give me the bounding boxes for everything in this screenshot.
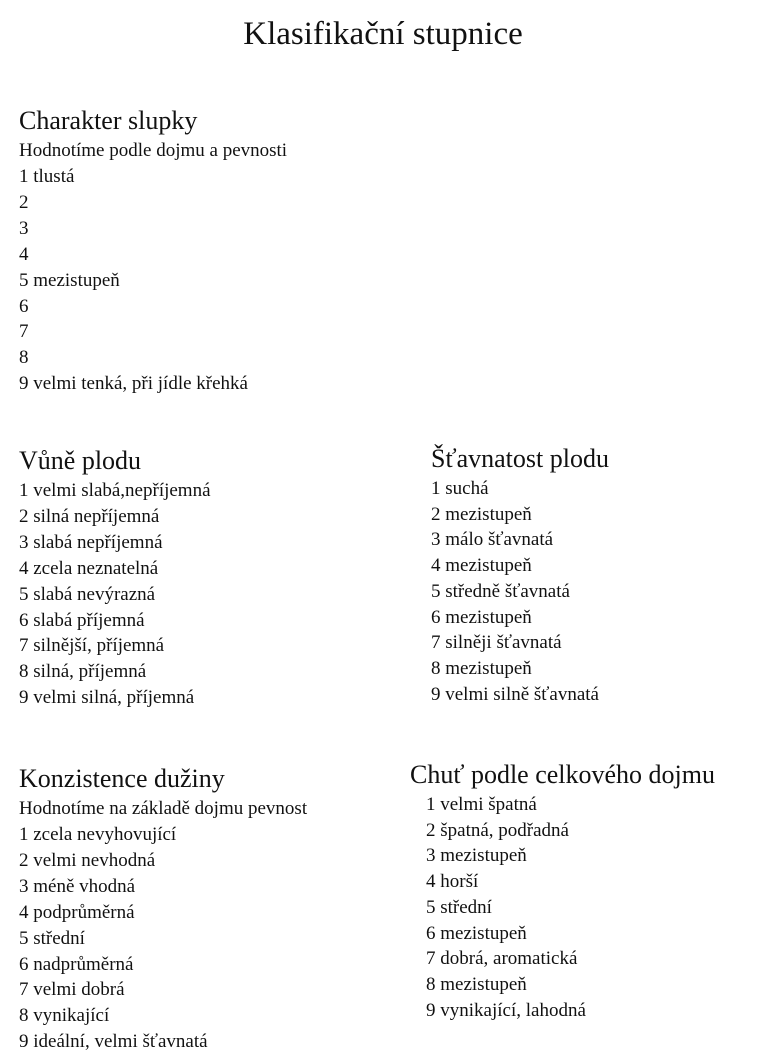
scale-item: 7 (19, 321, 29, 343)
scale-item: 5 mezistupeň (19, 269, 120, 291)
scale-item: 5 střední (426, 896, 492, 918)
scale-item: 4 horší (426, 871, 479, 893)
scale-item: 8 vynikající (19, 1005, 110, 1027)
scale-item: 7 silnější, příjemná (19, 635, 165, 657)
section-subtitle: Hodnotíme podle dojmu a pevnosti (19, 140, 288, 161)
scale-item: 1 tlustá (19, 166, 75, 187)
scale-item: 4 (19, 243, 29, 265)
scale-item: 3 slabá nepříjemná (19, 531, 163, 553)
scale-item: 6 nadprůměrná (19, 953, 134, 975)
scale-item: 2 (19, 191, 29, 213)
scale-item: 1 velmi špatná (426, 794, 537, 815)
scale-item: 8 silná, příjemná (19, 661, 147, 683)
scale-item: 5 střední (19, 927, 85, 949)
scale-list (19, 164, 287, 397)
scale-item: 4 zcela neznatelná (19, 557, 159, 579)
scale-item: 3 mezistupeň (426, 845, 527, 867)
scale-item: 3 (19, 217, 29, 239)
section-charakter-slupky (19, 106, 287, 397)
scale-item: 5 slabá nevýrazná (19, 583, 156, 605)
scale-item: 7 silněji šťavnatá (431, 632, 562, 654)
scale-list (19, 478, 211, 711)
section-heading: Vůně plodu (19, 446, 142, 475)
scale-item: 4 podprůměrná (19, 901, 135, 923)
scale-item: 9 velmi tenká, při jídle křehká (19, 373, 248, 395)
scale-item: 3 méně vhodná (19, 875, 136, 897)
section-subtitle: Hodnotíme na základě dojmu pevnost (19, 798, 308, 819)
scale-item: 7 velmi dobrá (19, 979, 125, 1001)
page-title: Klasifikační stupnice (243, 16, 523, 52)
scale-item: 9 velmi silně šťavnatá (431, 683, 599, 705)
section-chut-podle-dojmu (410, 760, 715, 1023)
scale-item: 1 velmi slabá,nepříjemná (19, 480, 211, 501)
scale-item: 4 mezistupeň (431, 555, 532, 577)
scale-item: 8 (19, 347, 29, 369)
scale-item: 6 (19, 295, 29, 317)
scale-list (431, 476, 609, 707)
scale-item: 8 mezistupeň (426, 973, 527, 995)
section-heading: Konzistence dužiny (19, 764, 225, 793)
scale-list (19, 822, 307, 1055)
section-stavnatost-plodu (431, 444, 609, 707)
scale-item: 9 velmi silná, příjemná (19, 687, 195, 709)
scale-item: 6 slabá příjemná (19, 609, 145, 631)
scale-item: 9 ideální, velmi šťavnatá (19, 1031, 208, 1053)
section-vune-plodu (19, 446, 211, 711)
scale-item: 8 mezistupeň (431, 657, 532, 679)
scale-item: 1 suchá (431, 478, 489, 499)
section-heading: Chuť podle celkového dojmu (410, 760, 716, 789)
scale-item: 6 mezistupeň (431, 606, 532, 628)
section-heading: Šťavnatost plodu (431, 444, 609, 473)
scale-item: 3 málo šťavnatá (431, 529, 554, 551)
scale-item: 2 špatná, podřadná (426, 819, 569, 841)
scale-item: 7 dobrá, aromatická (426, 948, 578, 970)
scale-item: 1 zcela nevyhovující (19, 824, 177, 845)
scale-item: 2 velmi nevhodná (19, 849, 156, 871)
section-konzistence-duziny (19, 764, 307, 1055)
scale-item: 9 vynikající, lahodná (426, 999, 586, 1021)
scale-list (410, 792, 715, 1023)
scale-item: 5 středně šťavnatá (431, 580, 570, 602)
scale-item: 2 mezistupeň (431, 503, 532, 525)
scale-item: 2 silná nepříjemná (19, 505, 160, 527)
section-heading: Charakter slupky (19, 106, 198, 135)
scale-item: 6 mezistupeň (426, 922, 527, 944)
